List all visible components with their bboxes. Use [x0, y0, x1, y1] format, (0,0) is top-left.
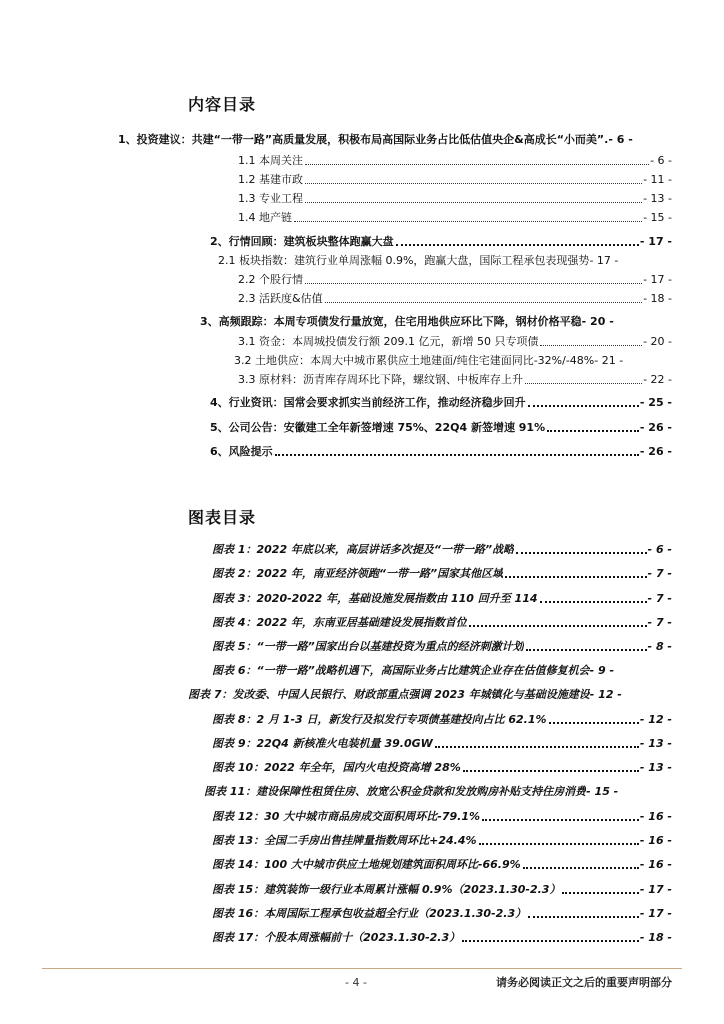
figure-entry[interactable] [212, 759, 672, 775]
footer-disclaimer: 请务必阅读正文之后的重要声明部分 [496, 976, 672, 989]
leader-dots [275, 453, 639, 456]
toc-entry-page: - 17 - [639, 235, 672, 248]
toc-entry-text: 4、行业资讯：国常会要求抓实当前经济工作，推动经济稳步回升 [210, 396, 526, 409]
leader-dots [540, 344, 642, 346]
figure-entry-text: 图表 3：2020-2022 年，基础设施发展指数由 110 回升至 114 [212, 592, 538, 605]
leader-dots [305, 182, 642, 184]
figure-entry[interactable] [212, 881, 672, 897]
figure-entry-page: - 17 - [639, 883, 672, 896]
toc-entry[interactable] [238, 290, 672, 306]
figure-entry[interactable] [212, 905, 672, 921]
leader-dots [562, 891, 638, 894]
figure-entry-text: 图表 13：全国二手房出售挂牌量指数周环比+24.4% [212, 834, 477, 847]
toc-entry[interactable] [234, 352, 672, 368]
figure-entry[interactable] [204, 783, 672, 799]
toc-entry-text: 3.2 土地供应：本周大中城市累供应土地建面/纯住宅建面同比-32%/-48% [234, 354, 595, 367]
toc-entry-text: 3.3 原材料：沥青库存周环比下降，螺纹钢、中板库存上升 [238, 373, 523, 386]
figure-entry[interactable] [212, 541, 672, 557]
figure-entry-text: 图表 17：个股本周涨幅前十（2023.1.30-2.3） [212, 931, 461, 944]
toc-entry[interactable] [238, 152, 672, 168]
figure-entry[interactable] [212, 590, 672, 606]
figure-entry-text: 图表 4：2022 年，东南亚居基础建设发展指数首位 [212, 616, 467, 629]
toc-entry-page: - 15 - [643, 211, 672, 224]
leader-dots [516, 551, 646, 554]
leader-dots [505, 575, 646, 578]
toc-entry[interactable] [238, 271, 672, 287]
leader-dots [549, 721, 639, 724]
toc-entry-text: 1.1 本周关注 [238, 154, 303, 167]
figure-entry-page: - 18 - [639, 931, 672, 944]
figure-entry[interactable] [212, 735, 672, 751]
leader-dots [523, 866, 639, 869]
toc-entry-text: 1.4 地产链 [238, 211, 292, 224]
toc-entry[interactable] [210, 443, 672, 459]
figure-entry-page: - 15 - [586, 785, 619, 798]
toc-entry-page: - 13 - [643, 192, 672, 205]
toc-entry-text: 1、投资建议：共建“一带一路”高质量发展，积极布局高国际业务占比低估值央企&高成长“小而美”. [118, 133, 609, 146]
figure-entry[interactable] [212, 662, 672, 678]
figure-entry[interactable] [212, 711, 672, 727]
leader-dots [526, 648, 647, 651]
toc-entry-page: - 21 - [594, 354, 624, 367]
figure-entry-text: 图表 14：100 大中城市供应土地规划建筑面积周环比-66.9% [212, 858, 521, 871]
figure-entry[interactable] [212, 832, 672, 848]
toc-entry[interactable] [238, 371, 672, 387]
figure-entry-page: - 16 - [639, 810, 672, 823]
figure-entry[interactable] [212, 565, 672, 581]
toc-entry[interactable] [210, 419, 672, 435]
toc-entry-page: - 18 - [643, 292, 672, 305]
figure-entry-page: - 16 - [639, 834, 672, 847]
toc-entry-text: 3、高频跟踪：本周专项债发行量放宽，住宅用地供应环比下降，钢材价格平稳 [200, 315, 582, 328]
figure-entry[interactable] [212, 929, 672, 945]
figure-entry-page: - 12 - [639, 713, 672, 726]
figure-entry-page: - 13 - [639, 737, 672, 750]
figure-entry-text: 图表 2：2022 年，南亚经济领跑“一带一路”国家其他区域 [212, 567, 504, 580]
footer-divider [42, 968, 682, 969]
figure-entry-text: 图表 11：建设保障性租赁住房、放宽公积金贷款和发放购房补贴支持住房消费 [204, 785, 587, 798]
figure-entry-text: 图表 1：2022 年底以来，高层讲话多次提及“一带一路”战略 [212, 543, 515, 556]
toc-entry[interactable] [210, 233, 672, 249]
toc-entry-text: 6、风险提示 [210, 445, 273, 458]
leader-dots [479, 842, 639, 845]
figure-entry-page: - 6 - [647, 543, 672, 556]
toc-entry-page: - 17 - [643, 273, 672, 286]
toc-entry[interactable] [210, 394, 672, 410]
leader-dots [482, 818, 639, 821]
leader-dots [540, 600, 647, 603]
leader-dots [435, 745, 639, 748]
leader-dots [305, 282, 642, 284]
figure-entry-page: - 9 - [589, 664, 615, 677]
toc-entry-page: - 11 - [643, 173, 672, 186]
leader-dots [462, 939, 639, 942]
toc-entry-text: 2.2 个股行情 [238, 273, 303, 286]
toc-entry-page: - 6 - [650, 154, 672, 167]
toc-entry[interactable] [238, 171, 672, 187]
toc-entry-text: 5、公司公告：安徽建工全年新签增速 75%、22Q4 新签增速 91% [210, 421, 546, 434]
toc-entry-page: - 6 - [608, 133, 633, 146]
toc-entry-page: - 20 - [643, 335, 672, 348]
figure-entry[interactable] [212, 856, 672, 872]
leader-dots [396, 243, 639, 246]
toc-entry-text: 1.2 基建市政 [238, 173, 303, 186]
toc-entry-text: 2.3 活跃度&估值 [238, 292, 323, 305]
figure-entry[interactable] [212, 638, 672, 654]
footer-page-number: - 4 - [345, 976, 367, 989]
toc-entry-text: 2.1 板块指数：建筑行业单周涨幅 0.9%，跑赢大盘，国际工程承包表现强势 [218, 254, 590, 267]
toc-entry[interactable] [238, 333, 672, 349]
figure-entry-text: 图表 5：“一带一路”国家出台以基建投资为重点的经济刺激计划 [212, 640, 524, 653]
figure-entry-text: 图表 16：本周国际工程承包收益超全行业（2023.1.30-2.3） [212, 907, 527, 920]
figure-entry-page: - 13 - [639, 761, 672, 774]
figure-entry-text: 图表 15：建筑装饰一级行业本周累计涨幅 0.9%（2023.1.30-2.3） [212, 883, 561, 896]
figure-entry-text: 图表 8：2 月 1-3 日，新发行及拟发行专项债基建投向占比 62.1% [212, 713, 547, 726]
figure-entry[interactable] [212, 808, 672, 824]
figure-entry-page: - 8 - [647, 640, 672, 653]
figure-entry-text: 图表 12：30 大中城市商品房成交面积周环比-79.1% [212, 810, 481, 823]
leader-dots [325, 301, 642, 303]
figure-entry-page: - 7 - [647, 616, 672, 629]
toc-entry-text: 1.3 专业工程 [238, 192, 303, 205]
figure-entry-text: 图表 7：发改委、中国人民银行、财政部重点强调 2023 年城镇化与基础设施建设 [188, 688, 590, 701]
toc-title: 内容目录 [188, 95, 257, 114]
leader-dots [547, 429, 639, 432]
toc-entry-text: 3.1 资金：本周城投债发行额 209.1 亿元，新增 50 只专项债 [238, 335, 539, 348]
leader-dots [305, 201, 642, 203]
figure-entry-text: 图表 10：2022 年全年，国内火电投资高增 28% [212, 761, 461, 774]
leader-dots [294, 220, 642, 222]
leader-dots [528, 404, 639, 407]
figure-entry-text: 图表 6：“一带一路”战略机遇下，高国际业务占比建筑企业存在估值修复机会 [212, 664, 590, 677]
toc-entry-page: - 22 - [643, 373, 672, 386]
toc-entry-text: 2、行情回顾：建筑板块整体跑赢大盘 [210, 235, 394, 248]
figure-entry-text: 图表 9：22Q4 新核准火电装机量 39.0GW [212, 737, 433, 750]
toc-entry[interactable] [118, 131, 672, 147]
figure-entry-page: - 16 - [639, 858, 672, 871]
leader-dots [528, 915, 639, 918]
leader-dots [469, 624, 647, 627]
figure-entry[interactable] [188, 686, 672, 702]
toc-entry[interactable] [200, 313, 672, 329]
leader-dots [463, 769, 639, 772]
figure-entry[interactable] [212, 614, 672, 630]
figure-entry-page: - 7 - [647, 592, 672, 605]
leader-dots [305, 163, 649, 165]
toc-entry-page: - 25 - [639, 396, 672, 409]
toc-entry-page: - 20 - [581, 315, 614, 328]
toc-entry[interactable] [218, 252, 672, 268]
toc-entry-page: - 17 - [589, 254, 619, 267]
toc-entry[interactable] [238, 209, 672, 225]
figures-title: 图表目录 [188, 508, 257, 527]
figure-entry-page: - 12 - [589, 688, 622, 701]
leader-dots [525, 382, 642, 384]
figure-entry-page: - 7 - [647, 567, 672, 580]
toc-entry-page: - 26 - [639, 421, 672, 434]
toc-entry[interactable] [238, 190, 672, 206]
figure-entry-page: - 17 - [639, 907, 672, 920]
toc-entry-page: - 26 - [639, 445, 672, 458]
